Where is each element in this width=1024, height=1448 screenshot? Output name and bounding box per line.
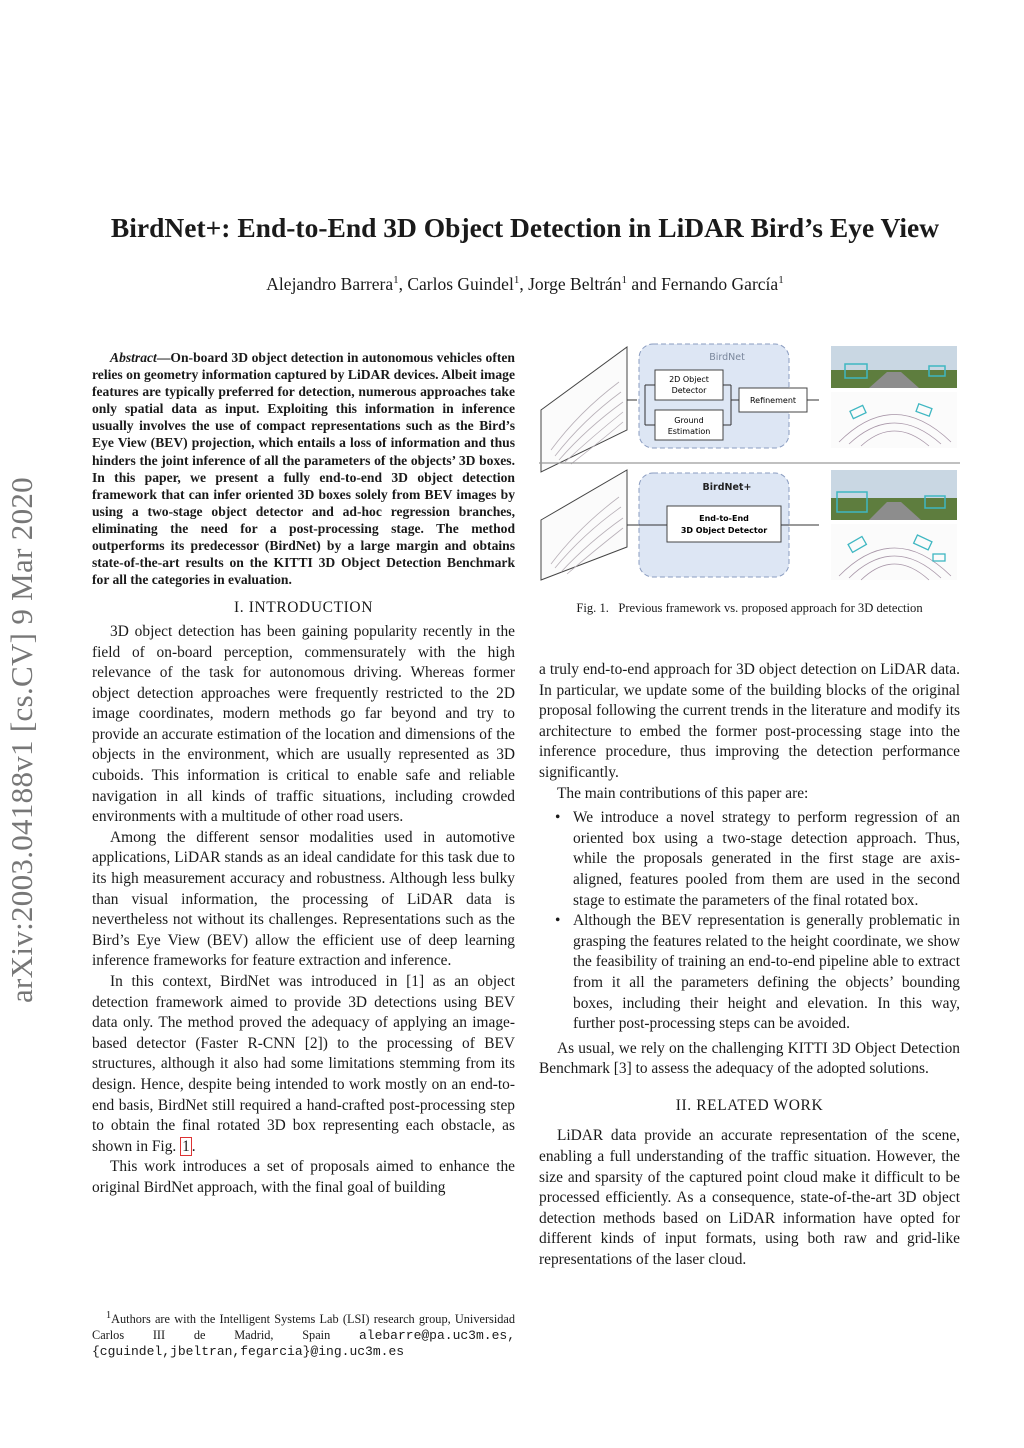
- related-paragraph-1: LiDAR data provide an accurate representation of the scene, enabling a full understanding of the traffic situation. However, the size and sparsity of the captured point cloud make it difficult to be processed efficiently. As a consequence, state-of-the-art 3D object detection methods based on LiDAR information have opted for different kinds of input formats, using both raw and grid-like representations of the laser cloud.: [539, 1127, 960, 1269]
- contributions-list: [539, 808, 960, 1035]
- right-column: [539, 660, 960, 1271]
- point-cloud-thumbnail: [541, 347, 627, 472]
- figure-caption-text: Previous framework vs. proposed approach for 3D detection: [618, 601, 923, 615]
- figure-1-caption: [539, 601, 960, 616]
- author-name: Alejandro Barrera: [266, 274, 394, 294]
- arxiv-side-stamp: arXiv:2003.04188v1 [cs.CV] 9 Mar 2020: [4, 477, 39, 1003]
- author-list: [60, 274, 990, 295]
- end-to-end-detector-label: End-to-End: [699, 514, 749, 523]
- author-name: Fernando García: [661, 274, 779, 294]
- figure-1-diagram: [539, 342, 960, 584]
- detector-2d-label: Detector: [671, 386, 707, 395]
- ground-estimation-label: Ground: [674, 416, 704, 425]
- author-separator: ,: [519, 274, 529, 294]
- birdnetplus-bev-view: [831, 524, 957, 580]
- contribution-text: Although the BEV representation is generally problematic in grasping the features related to the height coordinate, we show the feasibility of training an end-to-end pipeline able to extract from it all the parameters defining the objects’ bounding boxes, including their height and elevation. In this way, further post-processing steps can be avoided.: [573, 912, 960, 1033]
- footnote: [92, 1308, 515, 1359]
- footnote-email[interactable]: {cguindel,jbeltran,fegarcia}@ing.uc3m.es: [92, 1343, 405, 1359]
- section-heading-introduction: I. INTRODUCTION: [233, 599, 373, 617]
- footnote-email[interactable]: alebarre@pa.uc3m.es,: [358, 1327, 515, 1343]
- left-column: [92, 349, 515, 1199]
- birdnetplus-panel-title: BirdNet+: [702, 482, 752, 493]
- author-separator: and: [627, 274, 662, 294]
- bullet-icon: •: [555, 809, 561, 827]
- intro-paragraph-5: The main contributions of this paper are:: [557, 784, 809, 802]
- list-item: [539, 911, 960, 1035]
- intro-paragraph-3-text: In this context, BirdNet was introduced in [1] as an object detection framework aimed to provide 3D detections using BEV data only. The method proved the adequacy of applying an image-based detector (Faster R-CNN [2]) to the processing of BEV structures, although it also had some limitations stemming from its design. Hence, despite being intended to work mostly on an end-to-end basis, BirdNet still required a hand-crafted post-processing step to obtain the final rotated 3D box representing each obstacle, as shown in Fig.: [92, 973, 515, 1155]
- author-affiliation-mark: 1: [621, 274, 628, 287]
- footnote-text: Authors are with the Intelligent Systems Lab (LSI) research group, Universidad Carlos III de Madrid, Spain: [92, 1312, 515, 1342]
- abstract-dash: —: [156, 350, 171, 365]
- point-cloud-thumbnail: [541, 470, 627, 580]
- intro-paragraph-3: [92, 972, 515, 1157]
- birdnet-bev-view: [831, 392, 957, 448]
- intro-paragraph-4: This work introduces a set of proposals aimed to enhance the original BirdNet approach, with the final goal of building: [92, 1158, 515, 1196]
- author-name: Jorge Beltrán: [528, 274, 622, 294]
- figure-reference-link[interactable]: 1: [182, 1137, 190, 1155]
- footnote-mark: 1: [106, 1310, 112, 1321]
- abstract: [92, 349, 515, 588]
- ground-estimation-label: Estimation: [667, 427, 711, 436]
- contribution-text: We introduce a novel strategy to perform regression of an oriented box using a two-stage detection approach. Thus, while the proposals generated in the first stage are axis-aligned, features pooled from them are used in the second stage to estimate the parameters of the final rotated box.: [573, 809, 960, 909]
- bullet-icon: •: [555, 912, 561, 930]
- intro-paragraph-6: As usual, we rely on the challenging KITTI 3D Object Detection Benchmark [3] to assess the adequacy of the adopted solutions.: [539, 1039, 960, 1078]
- detector-2d-label: 2D Object: [669, 375, 709, 384]
- refinement-label: Refinement: [749, 396, 797, 405]
- birdnetplus-camera-view: [831, 470, 957, 520]
- intro-paragraph-2: Among the different sensor modalities used in automotive applications, LiDAR stands as an ideal candidate for this task due to its high measurement accuracy and robustness. Although less bulky than visual information, the processing of LiDAR data is nevertheless not without its challenges. Representations such as the Bird’s Eye View (BEV) allow the efficient use of deep learning inference frameworks for feature extraction and inference.: [92, 828, 515, 970]
- end-to-end-detector-label: 3D Object Detector: [680, 526, 768, 535]
- paper-title: BirdNet+: End-to-End 3D Object Detection in LiDAR Bird’s Eye View: [110, 212, 940, 243]
- intro-paragraph-1: 3D object detection has been gaining popularity recently in the field of on-board perception, commensurately with the high relevance of the task for autonomous driving. Whereas former object detection approaches were frequently restricted to the 2D image coordinates, modern methods go far beyond and try to provide an accurate estimation of the location and dimensions of the objects in the environment, which are usually represented as 3D cuboids. This information is critical to enable safe and reliable navigation in all kinds of traffic situations, including crowded environments with a multitude of other road users.: [92, 622, 515, 826]
- author-affiliation-mark: 1: [393, 274, 399, 287]
- intro-paragraph-3-end: .: [191, 1137, 196, 1155]
- abstract-lead: Abstract: [110, 350, 157, 365]
- section-heading-related-work: II. RELATED WORK: [675, 1096, 824, 1114]
- author-separator: ,: [398, 274, 408, 294]
- figure-1: [539, 342, 960, 584]
- author-affiliation-mark: 1: [778, 274, 784, 287]
- birdnet-panel-title: BirdNet: [709, 352, 745, 363]
- list-item: [539, 808, 960, 911]
- abstract-text: On-board 3D object detection in autonomous vehicles often relies on geometry information captured by LiDAR devices. Albeit image features are typically preferred for detection, numerous approaches take only spatial data as input. Exploiting this information in inference usually involves the use of compact representations such as the Bird’s Eye View (BEV) projection, which entails a loss of information and thus hinders the joint inference of all the parameters of the objects’ 3D boxes. In this paper, we present a fully end-to-end 3D object detection framework that can infer oriented 3D boxes solely from BEV images by using a two-stage object detector and ad-hoc regression branches, eliminating the need for a post-processing stage. The method outperforms its predecessor (BirdNet) by a large margin and obtains state-of-the-art results on the KITTI 3D Object Detection Benchmark for all the categories in evaluation.: [92, 350, 515, 588]
- figure-caption-label: Fig. 1.: [576, 601, 609, 615]
- intro-paragraph-4-continued: a truly end-to-end approach for 3D object detection on LiDAR data. In particular, we update some of the building blocks of the original proposal following the current trends in the literature and modify its architecture to embed the former post-processing stage into the inference procedure, thus improving the detection performance significantly.: [539, 661, 960, 781]
- birdnet-camera-view: [831, 346, 957, 388]
- end-to-end-detector-box: [667, 506, 781, 542]
- author-name: Carlos Guindel: [407, 274, 514, 294]
- author-affiliation-mark: 1: [513, 274, 520, 287]
